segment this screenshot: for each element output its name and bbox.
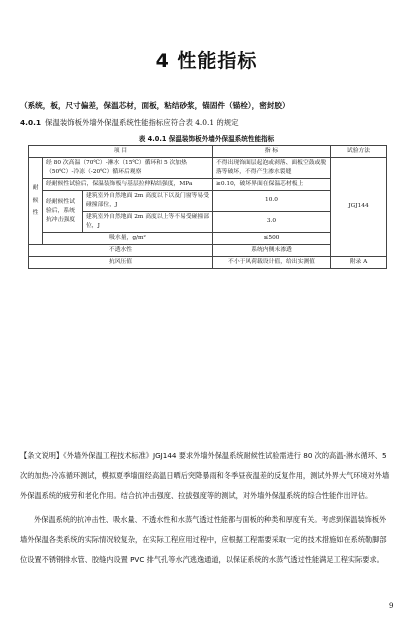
header-item: 项 目 xyxy=(29,146,213,158)
cell-impact-low-index: 10.0 xyxy=(213,190,331,211)
cell-method-jgj144: JGJ144 xyxy=(331,157,387,256)
cell-wind-method: 附录 A xyxy=(331,256,387,268)
clause-number: 4.0.1 xyxy=(20,118,42,127)
cell-impact-low-item: 建筑室外自然地面 2m 高度以下以及门窗等易受碰撞部位，J xyxy=(83,190,213,211)
cell-water-index: ≤500 xyxy=(213,232,331,244)
cell-bond-item: 经耐候性试验后，保温装饰板与基层拉伸粘结强度，MPa xyxy=(43,178,213,190)
cell-cycle-item: 经 80 次高温（70℃）-淋水（15℃）循环和 5 次加热（50℃）-冷冻（-20℃）循环后观察 xyxy=(43,157,213,178)
commentary-paragraph-1: 【条文说明】《外墙外保温工程技术标准》JGJ144 要求外墙外保温系统耐候性试验需进行 80 次的高温-淋水循环、5 次的加热-冷冻循环测试，模拟夏季墙面经高温日晒后突降暴雨和冬季昼夜温差的反复作用，测试外界大气环境对外墙外保温系统的疲劳和老化作用。结合抗冲击强度、拉拔强度等的测试，对外墙外保温系统的综合性能作出评估。 xyxy=(20,451,390,500)
cell-wind-index: 不小于风荷载设计值，给出实测值 xyxy=(213,256,331,268)
cell-impact-high-index: 3.0 xyxy=(213,211,331,232)
cell-impact-high-item: 建筑室外自然地面 2m 高度以上等不易受碰撞部位，J xyxy=(83,211,213,232)
table-header-row xyxy=(29,146,387,158)
cell-wind-item: 抗风压值 xyxy=(29,256,213,268)
commentary-paragraph-2: 外保温系统的抗冲击性、吸水量、不透水性和水蒸气透过性能都与面板的种类和厚度有关。考虑到保温装饰板外墙外保温各类系统的实际情况较复杂，在实际工程应用过程中，应根据工程需要采取一定的技术措施如在系统勒脚部位设置不锈钢排水管、胶缝内设置 PVC 排气孔等水汽逃逸通道，以保证系统的水蒸气透过性能满足工程实际要求。 xyxy=(20,515,387,564)
page-title: 4 性能指标 xyxy=(155,50,258,72)
cell-impermeability-index: 系统内侧未渗透 xyxy=(213,244,331,256)
weather-resistance-label: 耐 候 性 xyxy=(29,157,43,244)
table-row xyxy=(29,256,387,268)
cell-cycle-index: 不得出现饰面层起泡或剥落、面板空鼓或脱落等破坏，不得产生渗水裂缝 xyxy=(213,157,331,178)
cell-water-item: 吸水量，g/m² xyxy=(43,232,213,244)
table-caption: 表 4.0.1 保温装饰板外墙外保温系统性能指标 xyxy=(138,135,275,143)
subtitle: （系统，板，尺寸偏差，保温芯材，面板，粘结砂浆，锚固件（锚栓），密封胶） xyxy=(20,101,290,110)
page-number: 9 xyxy=(389,602,394,610)
header-index: 指 标 xyxy=(213,146,331,158)
clause-text: 保温装饰板外墙外保温系统性能指标应符合表 4.0.1 的规定 xyxy=(45,118,239,127)
cell-bond-index: ≥0.10，破坏界面在保温芯材板上 xyxy=(213,178,331,190)
clause-4-0-1 xyxy=(20,117,239,128)
cell-impact-group: 经耐候性试验后，系统抗冲击强度 xyxy=(43,190,83,232)
performance-table xyxy=(28,145,387,269)
header-method: 试验方法 xyxy=(331,146,387,158)
table-row xyxy=(29,157,387,178)
cell-impermeability-item: 不透水性 xyxy=(29,244,213,256)
